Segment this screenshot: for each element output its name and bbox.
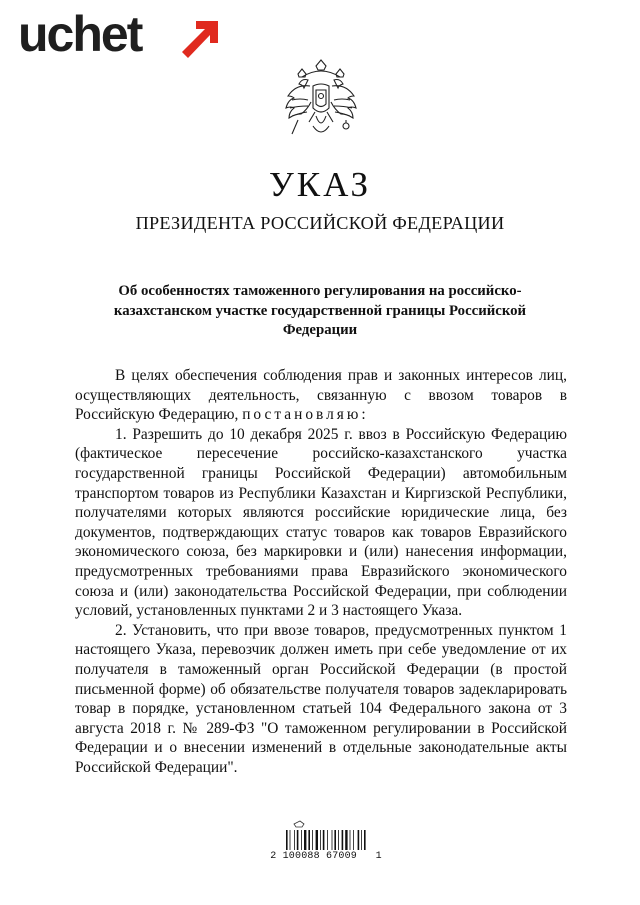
russian-double-headed-eagle-icon — [280, 56, 362, 146]
item-1-paragraph: 1. Разрешить до 10 декабря 2025 г. ввоз в Российскую Федерацию (фактическое пересечение российско-казахстанского участка государственной границы Российской Федерации) автомобильным транспортом товаров из Республики Казахстан и Киргизской Республики, получателями которых являются российские юридические лица, без документов, подтверждающих статус товаров как товаров Евразийского экономического союза, без маркировки и (или) нанесения информации, предусмотренных требованиями права Евразийского экономического союза и (или) законодательства Российской Федерации, при соблюдении условий, установленных пунктами 2 и 3 настоящего Указа. — [75, 425, 567, 620]
site-logo[interactable] — [18, 8, 218, 58]
decree-word: постановляю: — [242, 406, 369, 424]
decree-body — [75, 366, 567, 777]
decree-heading: Об особенностях таможенного регулирования на российско-казахстанском участке государственной границы Российской Федерации — [113, 283, 527, 338]
document-title: УКАЗ — [268, 165, 372, 204]
barcode-number: 2 100088 67009 1 — [270, 851, 382, 862]
preamble-paragraph — [75, 366, 567, 425]
item-2-paragraph: 2. Установить, что при ввозе товаров, предусмотренных пунктом 1 настоящего Указа, перевозчик должен иметь при себе уведомление от их получателя в таможенный орган Российской Федерации (в простой письменной форме) об обязательстве получателя товаров задекларировать товар в порядке, установленном статьей 104 Федерального закона от 3 августа 2018 г. № 289-ФЗ "О таможенном регулировании в Российской Федерации и о внесении изменений в отдельные законодательные акты Российской Федерации". — [75, 621, 567, 776]
arrow-up-right-icon — [182, 21, 218, 58]
preamble-text: В целях обеспечения соблюдения прав и законных интересов лиц, осуществляющих деятельность, связанную с ввозом товаров в Российскую Федерацию, — [75, 367, 567, 424]
logo-graphic — [18, 8, 218, 58]
barcode-icon — [256, 818, 396, 878]
document-subtitle: ПРЕЗИДЕНТА РОССИЙСКОЙ ФЕДЕРАЦИИ — [135, 213, 505, 233]
logo-text: uchet — [18, 8, 142, 58]
